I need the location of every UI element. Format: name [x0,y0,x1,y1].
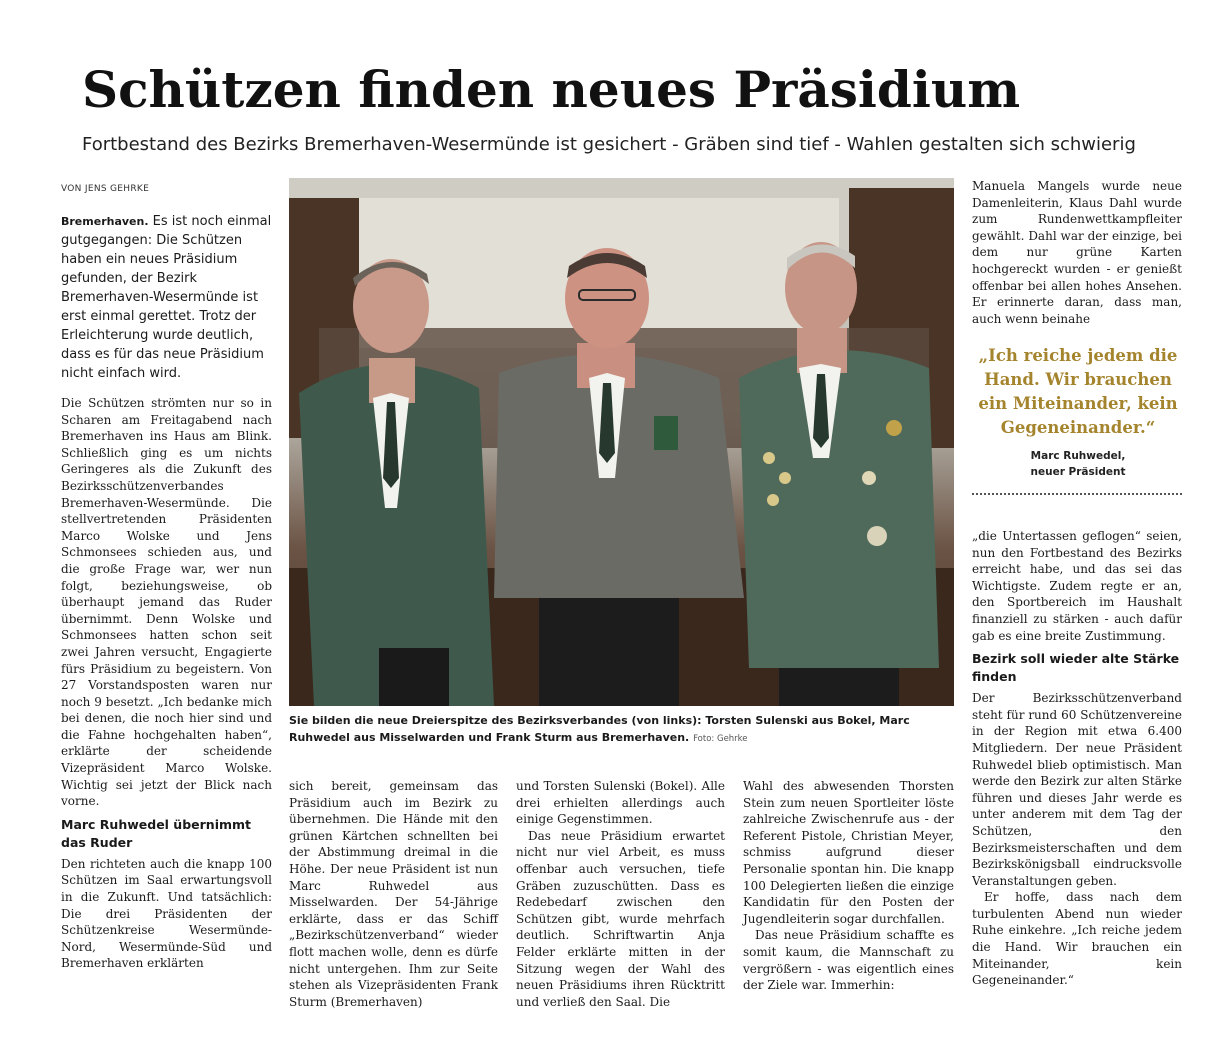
subtitle-ruder: Marc Ruhwedel übernimmt das Ruder [61,816,252,850]
article-subheadline: Fortbestand des Bezirks Bremerhaven-Wesermünde ist gesichert - Gräben sind tief - Wahlen gestalten sich schwierig [82,134,1136,155]
column-3 [516,778,725,1010]
dotted-divider [972,493,1182,495]
column-2 [289,778,498,1010]
column-4 [743,778,954,994]
quote-author-name: Marc Ruhwedel, [1030,450,1126,462]
column-5-bottom [972,528,1182,989]
quote-text: „Ich reiche jedem die Hand. Wir brauchen ein Miteinander, kein Gegeneinander.“ [978,346,1178,437]
photo-caption [289,712,954,748]
quote-author [972,448,1184,480]
caption-text: Sie bilden die neue Dreierspitze des Bezirksverbandes (von links): Torsten Sulenski aus Bokel, Marc Ruhwedel aus Misselwarden und Frank Sturm aus Bremerhaven. [289,714,910,744]
body-paragraph: Den richteten auch die knapp 100 Schützen im Saal erwartungsvoll in die Zukunft. Und tatsächlich: Die drei Präsidenten der Schützenkreise Wesermünde-Nord, Wesermünde-Süd und Bremerhaven erklärten [61,856,272,971]
body-paragraph: Manuela Mangels wurde neue Damenleiterin, Klaus Dahl wurde zum Rundenwettkampfleiter gewählt. Dahl war der einzige, bei dem nur grüne Karten hochgereckt wurden - er genießt offenbar bei allen hohes Ansehen. Er erinnerte daran, dass man, auch wenn beinahe [972,179,1182,326]
body-paragraph: sich bereit, gemeinsam das Präsidium auch im Bezirk zu übernehmen. Die Hände mit den grünen Kärtchen schnellten bei der Abstimmung dreimal in die Höhe. Der neue Präsident ist nun Marc Ruhwedel aus Misselwarden. Der 54-Jährige erklärte, dass er das Schiff „Bezirkschützenverband“ wieder flott machen wolle, denn es dürfe nicht untergehen. Ihm zur Seite stehen als Vizepräsidenten Frank Sturm (Bremerhaven) [289,779,498,1009]
lead-paragraph [61,212,272,383]
body-paragraph: Das neue Präsidium schaffte es somit kaum, die Mannschaft zu vergrößern - was eigentlich eines der Ziele war. Immerhin: [743,928,954,993]
pull-quote [972,344,1184,480]
body-paragraph: Die Schützen strömten nur so in Scharen am Freitagabend nach Bremerhaven ins Haus am Blink. Schließlich ging es um nichts Geringeres als die Zukunft des Bezirksschützenverbandes Bremerhaven-Wesermünde. Die stellvertretenden Präsidenten Marco Wolske und Jens Schmonsees schieden aus, und die große Frage war, wer nun folgt, beziehungsweise, ob überhaupt jemand das Ruder übernimmt. Denn Wolske und Schmonsees hatten schon seit zwei Jahren versucht, Engagierte fürs Präsidium zu begeistern. Von 27 Vorstandsposten waren nur noch 9 besetzt. „Ich bedanke mich bei denen, die noch hier sind und die Fahne hochgehalten haben“, erklärte der scheidende Vizepräsident Marco Wolske. Wichtig sei jetzt der Blick nach vorne. [61,396,272,809]
byline: VON JENS GEHRKE [61,184,150,194]
body-paragraph: Wahl des abwesenden Thorsten Stein zum neuen Sportleiter löste zahlreiche Zwischenrufe aus - der Referent Pistole, Christian Meyer, schmiss aufgrund dieser Personalie spontan hin. Die knapp 100 Delegierten ließen die einzige Kandidatin für den Posten der Jugendleiterin sogar durchfallen. [743,779,954,926]
article-headline: Schützen finden neues Präsidium [82,60,1021,119]
body-paragraph: Der Bezirksschützenverband steht für rund 60 Schützenvereine in der Region mit etwa 6.400 Mitgliedern. Der neue Präsident Ruhwedel blieb optimistisch. Man werde den Bezirk zur alten Stärke führen und dieses Jahr werde es unter anderem mit dem Tag der Schützen, den Bezirksmeisterschaften und dem Bezirkskönigsball eindrucksvolle Veranstaltungen geben. [972,691,1182,888]
body-paragraph: Das neue Präsidium erwartet nicht nur viel Arbeit, es muss offenbar auch versuchen, tiefe Gräben zuzuschütten. Dass es Redebedarf zwischen den Schützen gibt, wurde mehrfach deutlich. Schriftwartin Anja Felder erklärte mitten in der Sitzung wegen der Wahl des neuen Präsidiums ihren Rücktritt und verließ den Saal. Die [516,828,725,1009]
lead-location: Bremerhaven. [61,215,149,228]
subtitle-bezirk: Bezirk soll wieder alte Stärke finden [972,651,1180,685]
column-1 [61,212,272,972]
lead-text: Es ist noch einmal gutgegangen: Die Schützen haben ein neues Präsidium gefunden, der Bezirk Bremerhaven-Wesermünde ist erst einmal gerettet. Trotz der Erleichterung wurde deutlich, dass es für das neue Präsidium nicht einfach wird. [61,214,272,381]
quote-author-role: neuer Präsident [1030,466,1126,478]
photo-three-men [289,178,954,706]
body-paragraph: und Torsten Sulenski (Bokel). Alle drei erhielten allerdings auch einige Gegenstimmen. [516,779,725,827]
body-paragraph: „die Untertassen geflogen“ seien, nun den Fortbestand des Bezirks erreicht habe, und das sei das Wichtigste. Zudem regte er an, den Sportbereich im Haushalt finanziell zu stärken - auch dafür gab es eine breite Zustimmung. [972,529,1182,643]
body-paragraph: Er hoffe, dass nach dem turbulenten Abend nun wieder Ruhe einkehre. „Ich reiche jedem die Hand. Wir brauchen ein Miteinander, kein Gegeneinander.“ [972,890,1182,988]
article-photo [289,178,954,706]
column-5-top [972,178,1182,327]
photo-credit: Foto: Gehrke [693,734,748,744]
